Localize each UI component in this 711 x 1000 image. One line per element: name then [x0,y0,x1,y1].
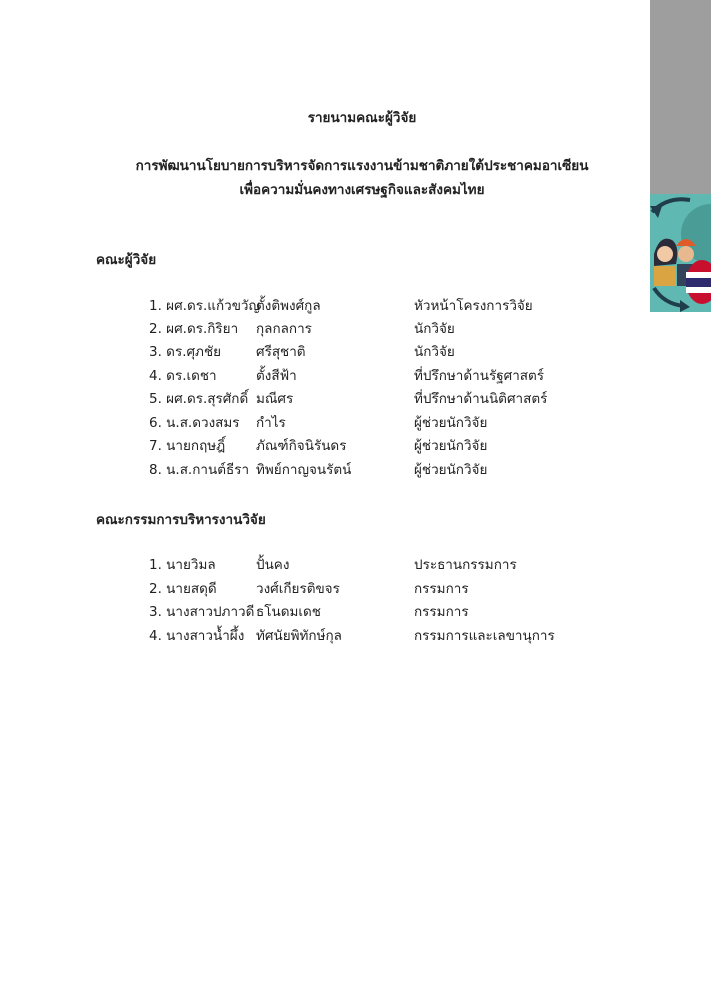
member-role: นักวิจัย [414,321,455,337]
member-surname: กำไร [256,415,286,431]
committee-heading: คณะกรรมการบริหารงานวิจัย [96,512,266,528]
member-surname: ปั้นคง [256,557,290,573]
member-role: ผู้ช่วยนักวิจัย [414,438,488,454]
member-surname: ศรีสุชาติ [256,344,306,360]
researchers-heading: คณะผู้วิจัย [96,252,157,268]
member-role: ผู้ช่วยนักวิจัย [414,415,488,431]
member-role: หัวหน้าโครงการวิจัย [414,298,533,314]
project-title-line-2: เพื่อความมั่นคงทางเศรษฐกิจและสังคมไทย [239,182,485,198]
researcher-row [0,340,711,363]
researcher-row [0,411,711,434]
member-surname: ตั้งติพงศ์กูล [256,298,321,314]
member-name: 2. ผศ.ดร.กิริยา [149,321,239,337]
member-name: 4. นางสาวน้ำผึ้ง [149,628,245,644]
member-role: กรรมการ [414,604,469,620]
researcher-row [0,294,711,317]
member-name: 3. ดร.ศุภชัย [149,344,222,360]
member-surname: ทิพย์กาญจนรัตน์ [256,462,352,478]
researcher-row [0,364,711,387]
member-surname: ทัศนัยพิทักษ์กุล [256,628,342,644]
researcher-row [0,387,711,410]
committee-row [0,624,711,647]
committee-row [0,553,711,576]
member-role: ที่ปรึกษาด้านนิติศาสตร์ [414,391,548,407]
member-name: 5. ผศ.ดร.สุรศักดิ์ [149,391,249,407]
member-name: 6. น.ส.ดวงสมร [149,415,240,431]
member-surname: ธโนดมเดช [256,604,321,620]
member-role: นักวิจัย [414,344,455,360]
member-surname: กุลกลการ [256,321,312,337]
member-surname: มณีศร [256,391,294,407]
committee-row [0,577,711,600]
member-surname: ภัณฑ์กิจนิรันดร [256,438,347,454]
document-title: รายนามคณะผู้วิจัย [307,110,417,126]
researcher-row [0,458,711,481]
member-role: ที่ปรึกษาด้านรัฐศาสตร์ [414,368,545,384]
member-name: 7. นายกฤษฎิ์ [149,438,226,454]
committee-row [0,600,711,623]
researcher-row [0,434,711,457]
member-role: ประธานกรรมการ [414,557,517,573]
member-name: 1. ผศ.ดร.แก้วขวัญ [149,298,261,314]
member-name: 8. น.ส.กานต์ธีรา [149,462,250,478]
member-name: 3. นางสาวปภาวดี [149,604,255,620]
member-name: 2. นายสดุดี [149,581,217,597]
project-title-line-1: การพัฒนานโยบายการบริหารจัดการแรงงานข้ามชาติภายใต้ประชาคมอาเซียน [135,158,589,174]
member-role: กรรมการ [414,581,469,597]
member-surname: วงศ์เกียรติขจร [256,581,340,597]
member-name: 1. นายวิมล [149,557,216,573]
member-role: กรรมการและเลขานุการ [414,628,555,644]
member-name: 4. ดร.เดชา [149,368,217,384]
member-role: ผู้ช่วยนักวิจัย [414,462,488,478]
member-surname: ตั้งสีฟ้า [256,368,297,384]
researcher-row [0,317,711,340]
